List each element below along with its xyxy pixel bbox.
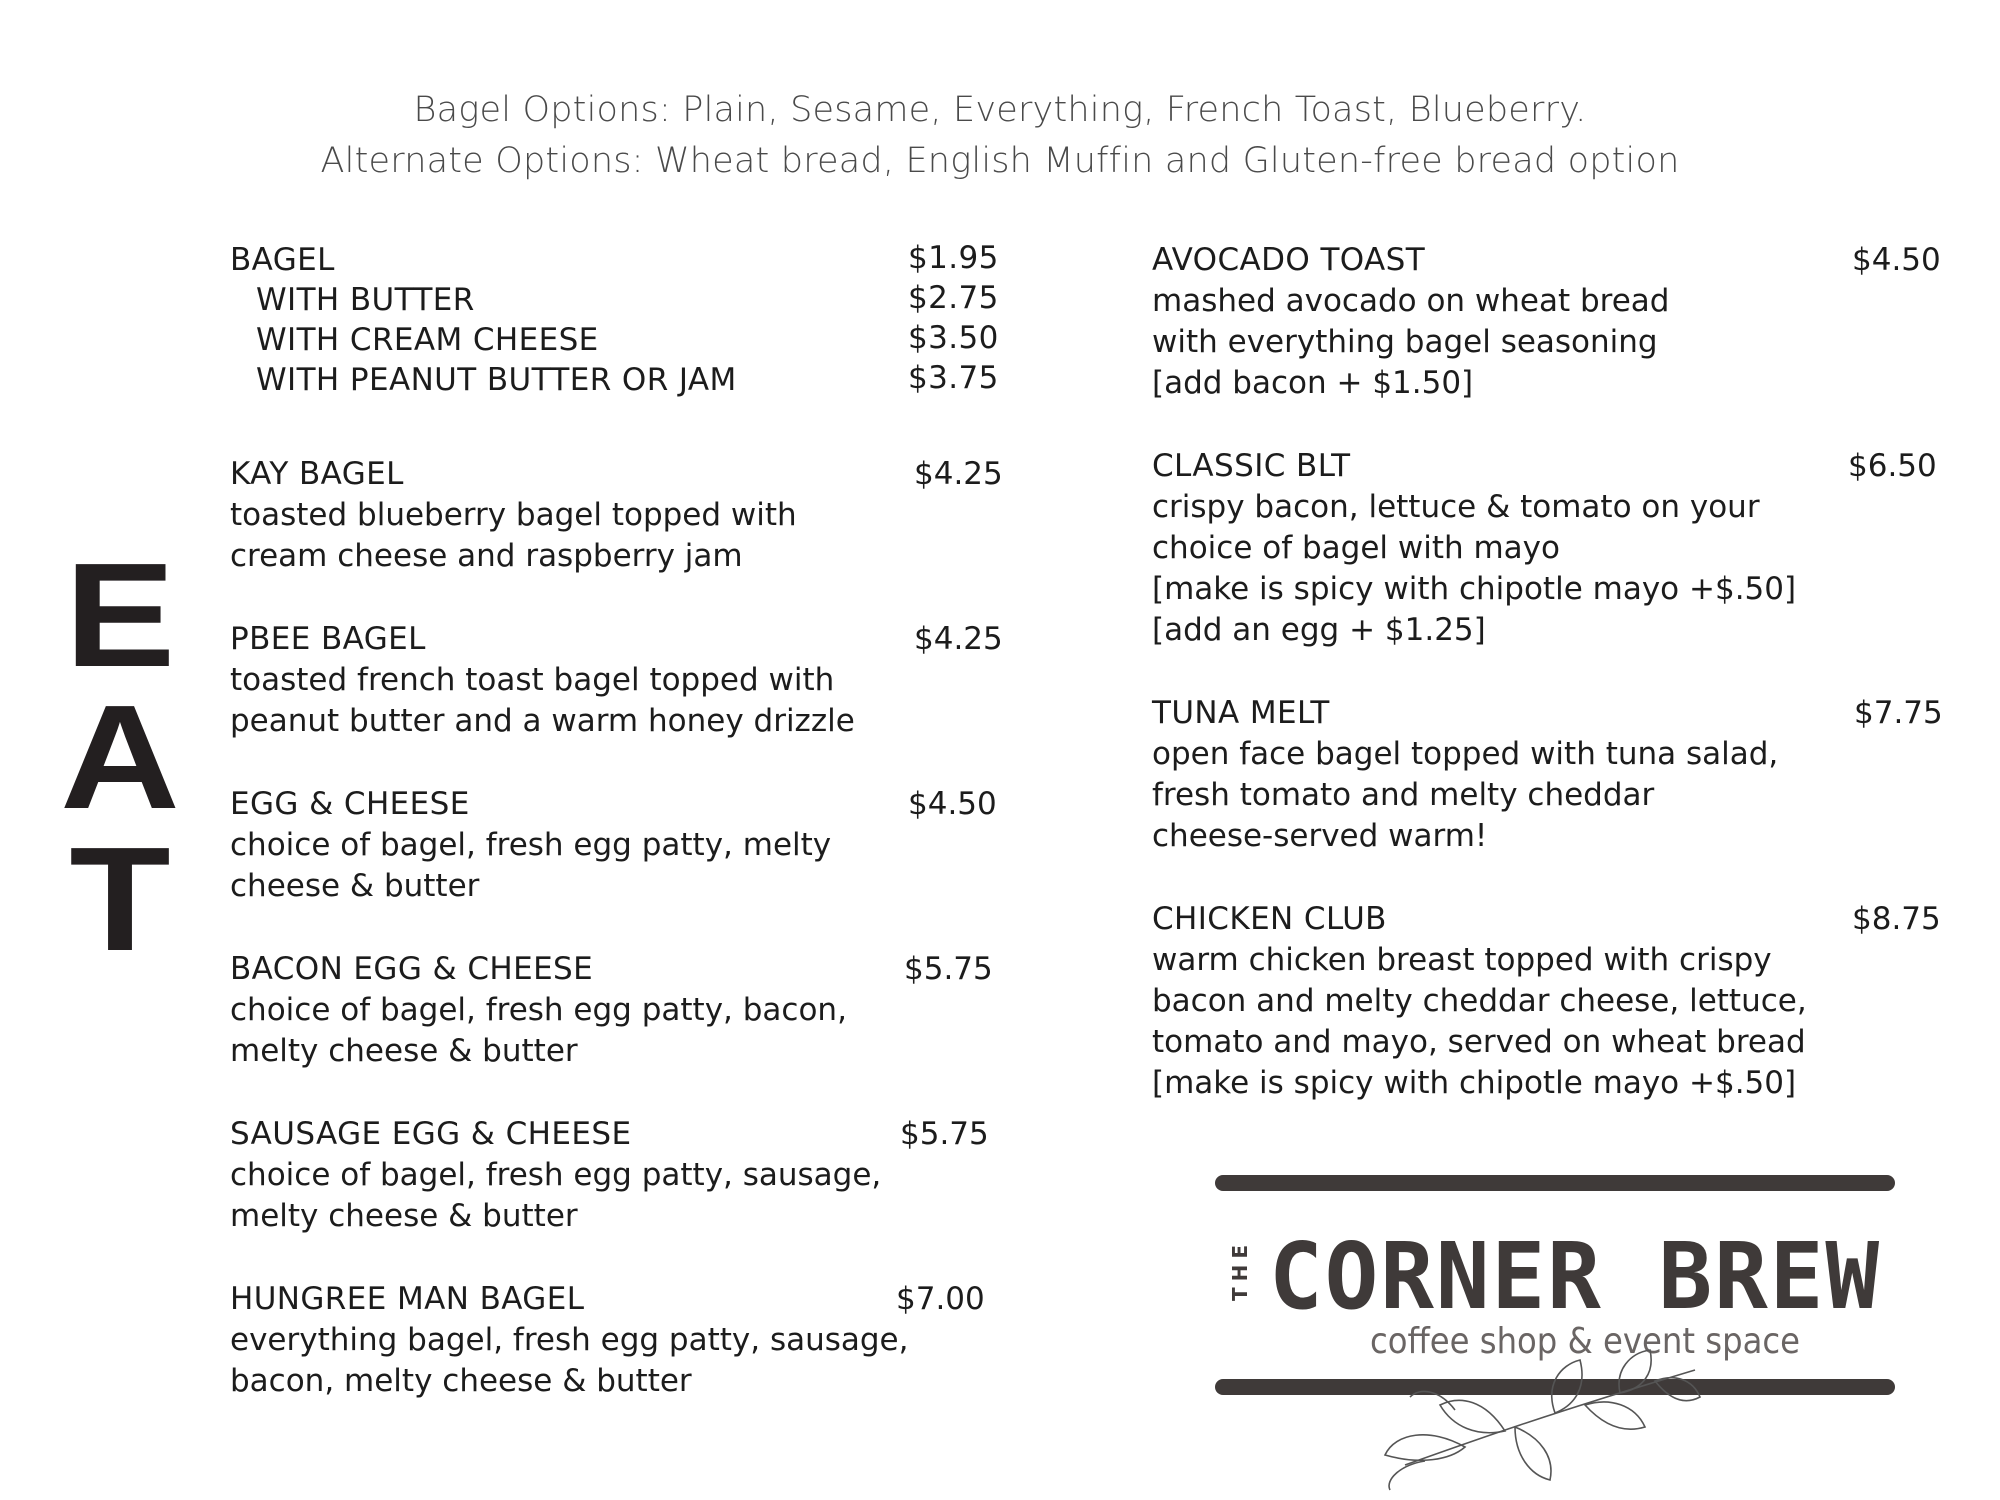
bagel-options-line: Bagel Options: Plain, Sesame, Everything, French Toast, Blueberry. (413, 90, 1587, 130)
item-description: peanut butter and a warm honey drizzle (230, 703, 855, 739)
item-description: fresh tomato and melty cheddar (1152, 777, 1655, 813)
item-description: bacon, melty cheese & butter (230, 1363, 692, 1399)
corner-brew-logo (1215, 1165, 1895, 1495)
bagel-row (230, 240, 1010, 280)
item-name: CHICKEN CLUB (1152, 901, 1387, 937)
item-description: [make is spicy with chipotle mayo +$.50] (1152, 1065, 1797, 1101)
item-description: choice of bagel, fresh egg patty, bacon, (230, 992, 847, 1028)
menu-item (230, 619, 1010, 742)
item-price: $3.75 (908, 360, 999, 396)
leaf-branch-icon (1385, 1350, 1700, 1490)
item-name: WITH CREAM CHEESE (256, 322, 599, 358)
menu-item (1152, 899, 1942, 1104)
item-name: SAUSAGE EGG & CHEESE (230, 1116, 632, 1152)
logo-top-bar (1215, 1175, 1895, 1191)
item-price: $2.75 (908, 280, 999, 316)
bagel-row (230, 360, 1010, 400)
menu-item (1152, 446, 1942, 651)
menu-item (230, 1279, 1010, 1402)
item-name: BAGEL (230, 242, 335, 278)
item-price: $5.75 (904, 951, 993, 987)
item-name: EGG & CHEESE (230, 786, 470, 822)
item-description: [add an egg + $1.25] (1152, 612, 1486, 648)
item-price: $1.95 (908, 240, 999, 276)
eat-letter: E (64, 533, 176, 698)
item-price: $5.75 (900, 1116, 989, 1152)
menu-item (1152, 240, 1942, 404)
item-price: $4.50 (908, 786, 997, 822)
bagel-options-note (0, 85, 2000, 187)
item-description: [add bacon + $1.50] (1152, 365, 1474, 401)
menu-left-column (230, 240, 1010, 1444)
item-description: tomato and mayo, served on wheat bread (1152, 1024, 1806, 1060)
item-name: AVOCADO TOAST (1152, 242, 1426, 278)
logo-the-text: THE (1228, 1238, 1252, 1302)
menu-item (230, 1114, 1010, 1237)
item-description: open face bagel topped with tuna salad, (1152, 736, 1779, 772)
item-description: melty cheese & butter (230, 1198, 578, 1234)
item-price: $8.75 (1852, 901, 1941, 937)
menu-item (230, 784, 1010, 907)
item-price: $4.25 (914, 621, 1003, 657)
item-description: bacon and melty cheddar cheese, lettuce, (1152, 983, 1807, 1019)
item-name: WITH BUTTER (256, 282, 475, 318)
item-description: toasted blueberry bagel topped with (230, 497, 797, 533)
bagel-row (230, 320, 1010, 360)
item-name: KAY BAGEL (230, 456, 404, 492)
bagel-row (230, 280, 1010, 320)
menu-item-bagel (230, 240, 1010, 400)
item-price: $3.50 (908, 320, 999, 356)
item-description: choice of bagel with mayo (1152, 530, 1560, 566)
item-description: cream cheese and raspberry jam (230, 538, 743, 574)
item-price: $6.50 (1848, 448, 1937, 484)
eat-letter: A (60, 675, 180, 840)
eat-side-title (60, 533, 180, 982)
menu-item (230, 949, 1010, 1072)
item-description: choice of bagel, fresh egg patty, sausage, (230, 1157, 882, 1193)
menu-item (230, 454, 1010, 577)
item-description: choice of bagel, fresh egg patty, melty (230, 827, 832, 863)
menu-item (1152, 693, 1942, 857)
item-name: BACON EGG & CHEESE (230, 951, 594, 987)
item-description: with everything bagel seasoning (1152, 324, 1658, 360)
logo-name-text: CORNER BREW (1269, 1223, 1881, 1330)
item-description: everything bagel, fresh egg patty, sausage, (230, 1322, 909, 1358)
item-description: cheese & butter (230, 868, 480, 904)
logo-tagline-text: coffee shop & event space (1370, 1321, 1800, 1362)
item-price: $7.75 (1854, 695, 1943, 731)
alternate-options-line: Alternate Options: Wheat bread, English Muffin and Gluten-free bread option (320, 141, 1680, 181)
item-description: crispy bacon, lettuce & tomato on your (1152, 489, 1760, 525)
menu-right-column (1152, 240, 1942, 1146)
item-name: WITH PEANUT BUTTER OR JAM (256, 362, 737, 398)
item-price: $4.50 (1852, 242, 1941, 278)
item-description: toasted french toast bagel topped with (230, 662, 835, 698)
item-name: HUNGREE MAN BAGEL (230, 1281, 585, 1317)
item-price: $4.25 (914, 456, 1003, 492)
eat-letter: T (69, 817, 171, 982)
item-name: PBEE BAGEL (230, 621, 426, 657)
item-description: warm chicken breast topped with crispy (1152, 942, 1772, 978)
item-name: CLASSIC BLT (1152, 448, 1351, 484)
item-description: [make is spicy with chipotle mayo +$.50] (1152, 571, 1797, 607)
item-description: melty cheese & butter (230, 1033, 578, 1069)
item-description: cheese-served warm! (1152, 818, 1488, 854)
item-price: $7.00 (896, 1281, 985, 1317)
item-description: mashed avocado on wheat bread (1152, 283, 1670, 319)
item-name: TUNA MELT (1152, 695, 1330, 731)
corner-brew-logo-graphic (1215, 1165, 1895, 1495)
